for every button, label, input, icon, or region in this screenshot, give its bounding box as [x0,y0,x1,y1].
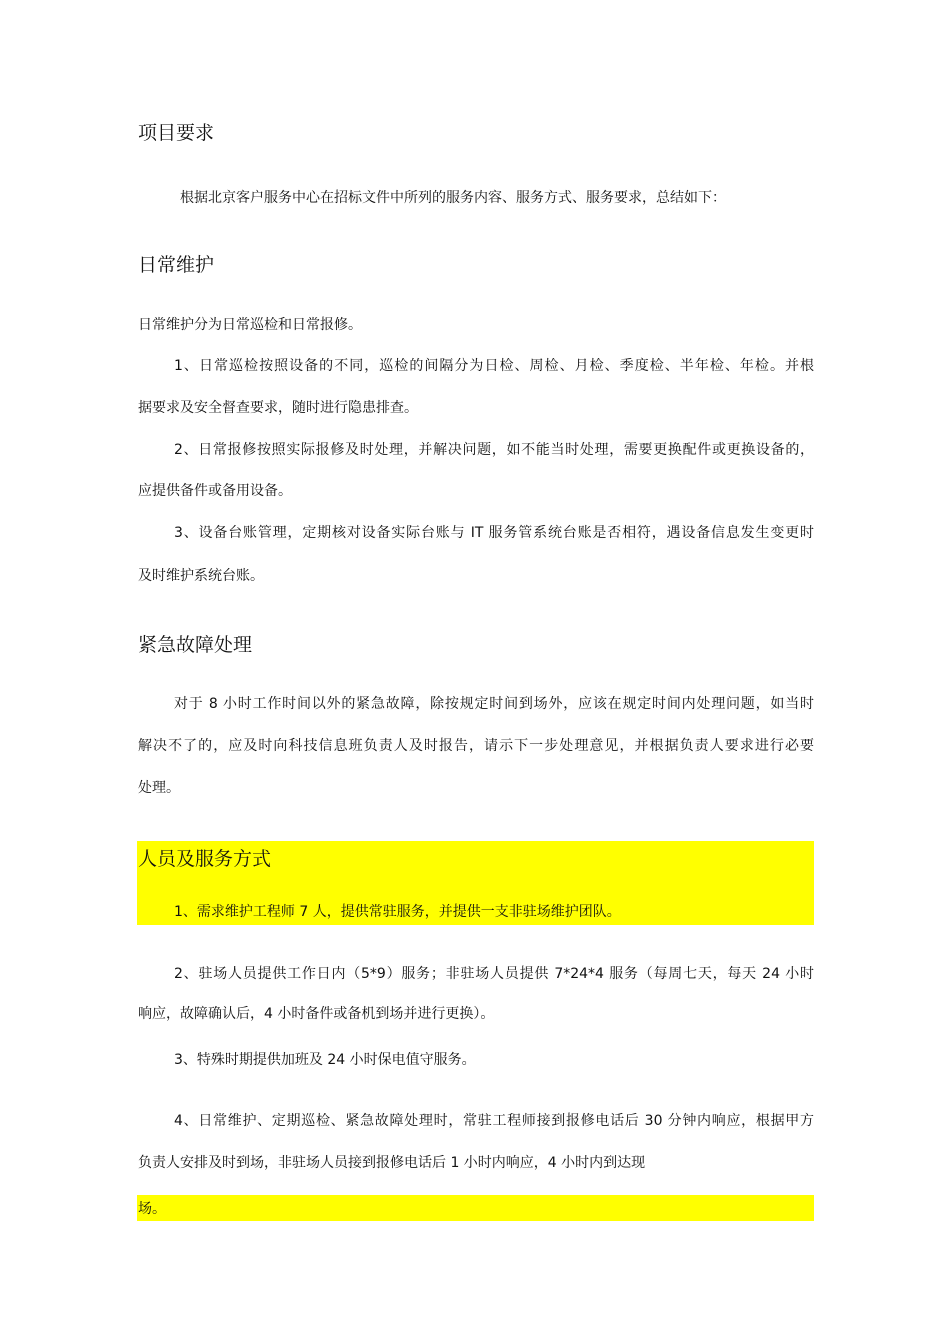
staff-item3: 3、特殊时期提供加班及 24 小时保电值守服务。 [174,1052,476,1068]
emergency-line1: 对于 8 小时工作时间以外的紧急故障，除按规定时间到场外，应该在规定时间内处理问题，如当时 [174,696,814,712]
routine-item1-line1: 1、日常巡检按照设备的不同，巡检的间隔分为日检、周检、月检、季度检、半年检、年检。并根 [174,358,814,374]
emergency-line2: 解决不了的，应及时向科技信息班负责人及时报告，请示下一步处理意见，并根据负责人要求进行必要 [138,738,814,754]
section-heading-routine: 日常维护 [138,254,215,276]
routine-item2-line2: 应提供备件或备用设备。 [138,483,292,499]
routine-summary: 日常维护分为日常巡检和日常报修。 [138,317,362,333]
routine-item2-line1: 2、日常报修按照实际报修及时处理，并解决问题，如不能当时处理，需要更换配件或更换设备的， [174,442,814,458]
staff-item2-line2: 响应，故障确认后，4 小时备件或备机到场并进行更换）。 [138,1006,495,1022]
section-heading-emergency: 紧急故障处理 [138,634,253,656]
staff-item4-line2: 负责人安排及时到场，非驻场人员接到报修电话后 1 小时内响应，4 小时内到达现 [138,1155,646,1171]
routine-item3-line1: 3、设备台账管理，定期核对设备实际台账与 IT 服务管系统台账是否相符，遇设备信息发生变更时 [174,525,814,541]
emergency-line3: 处理。 [138,780,180,796]
routine-item1-line2: 据要求及安全督查要求，随时进行隐患排查。 [138,400,418,416]
page-title: 项目要求 [138,122,215,144]
staff-item2-line1: 2、驻场人员提供工作日内（5*9）服务；非驻场人员提供 7*24*4 服务（每周七天，每天 24 小时 [174,966,814,982]
routine-item3-line2: 及时维护系统台账。 [138,568,264,584]
intro-paragraph: 根据北京客户服务中心在招标文件中所列的服务内容、服务方式、服务要求，总结如下： [180,190,726,206]
section-heading-staff: 人员及服务方式 [138,848,272,870]
staff-item1: 1、需求维护工程师 7 人，提供常驻服务，并提供一支非驻场维护团队。 [174,904,621,920]
staff-item4-line3: 场。 [138,1201,166,1217]
staff-item4-line1: 4、日常维护、定期巡检、紧急故障处理时，常驻工程师接到报修电话后 30 分钟内响应，根据甲方 [174,1113,814,1129]
